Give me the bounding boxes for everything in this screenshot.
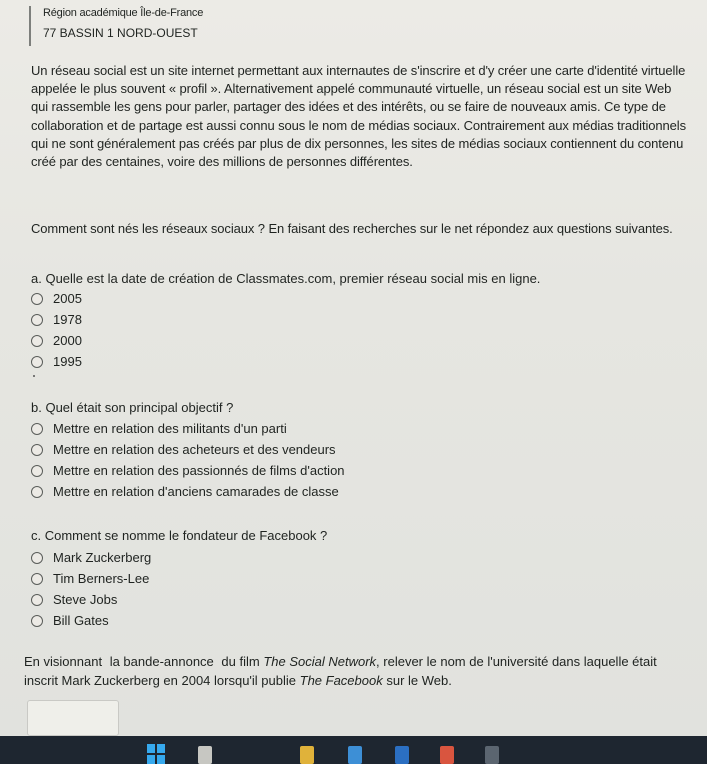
radio-icon[interactable] [31, 314, 43, 326]
option-radio[interactable] [31, 439, 345, 460]
option-radio[interactable] [31, 568, 151, 589]
film-title: The Social Network [263, 654, 377, 669]
answer-input[interactable] [27, 700, 119, 736]
film-text: du film [221, 654, 260, 669]
radio-icon[interactable] [31, 465, 43, 477]
option-label: Mettre en relation d'anciens camarades de classe [53, 484, 339, 499]
bassin-label: 77 BASSIN 1 NORD-OUEST [43, 26, 198, 40]
option-radio[interactable] [31, 610, 151, 631]
option-radio[interactable] [31, 351, 82, 372]
radio-icon[interactable] [31, 486, 43, 498]
option-label: Steve Jobs [53, 592, 118, 607]
radio-icon[interactable] [31, 444, 43, 456]
question-c: c. Comment se nomme le fondateur de Facebook ? [31, 528, 328, 543]
film-title: The Facebook [299, 673, 383, 688]
radio-icon[interactable] [31, 356, 43, 368]
film-text: En visionnant [24, 654, 103, 669]
option-radio[interactable] [31, 330, 82, 351]
option-radio[interactable] [31, 288, 82, 309]
option-label: Mettre en relation des acheteurs et des vendeurs [53, 442, 336, 457]
option-radio[interactable] [31, 589, 151, 610]
instruction-paragraph: Comment sont nés les réseaux sociaux ? En faisant des recherches sur le net répondez aux questions suivantes. [31, 221, 673, 236]
radio-icon[interactable] [31, 552, 43, 564]
search-icon[interactable] [198, 746, 212, 764]
browser-icon[interactable] [348, 746, 362, 764]
question-a: a. Quelle est la date de création de Classmates.com, premier réseau social mis en ligne. [31, 271, 541, 286]
option-label: 1995 [53, 354, 82, 369]
film-text: sur le Web. [386, 673, 452, 688]
stray-dot [33, 375, 35, 377]
option-radio[interactable] [31, 460, 345, 481]
trailer-link[interactable]: la bande-annonce [109, 654, 214, 669]
radio-icon[interactable] [31, 423, 43, 435]
radio-icon[interactable] [31, 615, 43, 627]
question-b-options [31, 418, 345, 502]
question-c-options [31, 547, 151, 631]
settings-icon[interactable] [485, 746, 499, 764]
option-label: Bill Gates [53, 613, 109, 628]
option-radio[interactable] [31, 547, 151, 568]
option-radio[interactable] [31, 418, 345, 439]
radio-icon[interactable] [31, 594, 43, 606]
app-icon[interactable] [440, 746, 454, 764]
word-icon[interactable] [395, 746, 409, 764]
film-text: , relever le nom de l'université dans laquelle était inscrit Mark Zuckerberg en 2004 lorsqu'il publie [24, 654, 657, 688]
option-label: 2005 [53, 291, 82, 306]
region-label: Région académique Île-de-France [43, 7, 204, 19]
option-label: Mark Zuckerberg [53, 550, 152, 565]
option-label: Mettre en relation des militants d'un parti [53, 421, 287, 436]
option-label: Mettre en relation des passionnés de films d'action [53, 463, 345, 478]
radio-icon[interactable] [31, 293, 43, 305]
question-a-options [31, 288, 82, 372]
option-label: 2000 [53, 333, 82, 348]
radio-icon[interactable] [31, 573, 43, 585]
option-label: 1978 [53, 312, 82, 327]
question-b: b. Quel était son principal objectif ? [31, 400, 234, 415]
header-divider [29, 6, 31, 46]
film-question [24, 652, 694, 690]
radio-icon[interactable] [31, 335, 43, 347]
windows-start-icon[interactable] [147, 744, 165, 764]
intro-paragraph: Un réseau social est un site internet permettant aux internautes de s'inscrire et d'y créer une carte d'identité virtuelle appelée le plus souvent « profil ». Alternativement appelé communauté virtuelle, un réseau social est un site Web qui rassemble les gens pour parler, partager des idées et des intérêts, ou se faire de nouveaux amis. Ce type de collaboration et de partage est aussi connu sous le nom de médias sociaux. Contrairement aux médias traditionnels qui ne sont généralement pas créés par plus de dix personnes, les sites de médias sociaux contiennent du contenu créé par des centaines, voire des millions de personnes différentes. [31, 63, 686, 170]
option-radio[interactable] [31, 309, 82, 330]
folder-icon[interactable] [300, 746, 314, 764]
option-radio[interactable] [31, 481, 345, 502]
option-label: Tim Berners-Lee [53, 571, 150, 586]
